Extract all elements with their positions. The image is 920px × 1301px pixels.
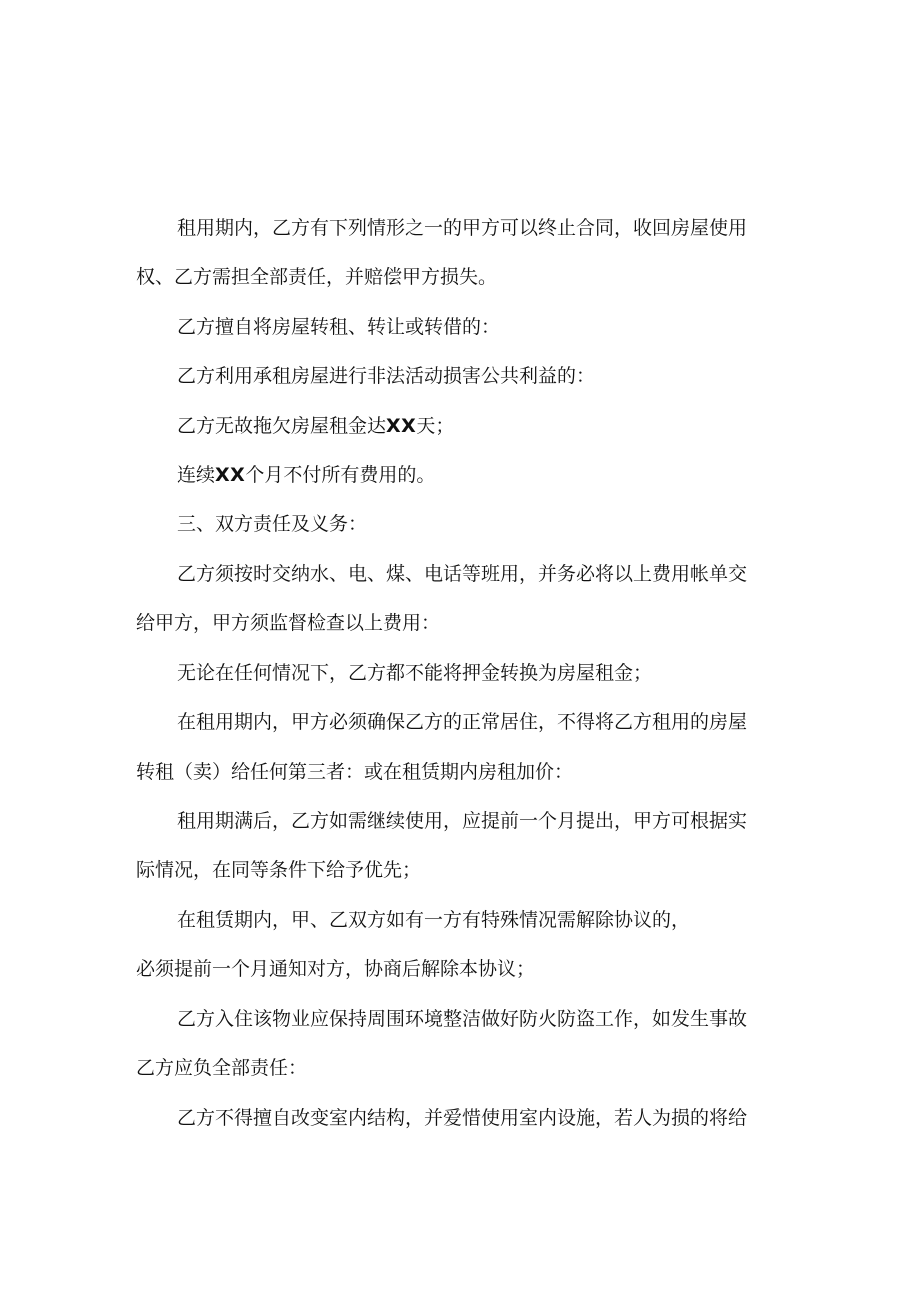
paragraph-line: 无论在任何情况下，乙方都不能将押金转换为房屋租金； xyxy=(177,662,653,684)
paragraph-line: 权、乙方需担全部责任，并赔偿甲方损失。 xyxy=(136,266,498,288)
placeholder-mark: XX xyxy=(386,415,417,437)
paragraph-line: 乙方擅自将房屋转租、转让或转借的： xyxy=(177,316,501,338)
paragraph-line: 乙方不得擅自改变室内结构，并爱惜使用室内设施，若人为损的将给 xyxy=(177,1107,748,1129)
text-run: 天； xyxy=(416,415,455,437)
paragraph-line: 给甲方，甲方须监督检查以上费用： xyxy=(136,612,441,634)
paragraph-line xyxy=(177,414,454,438)
paragraph-line: 在租赁期内，甲、乙双方如有一方有特殊情况需解除协议的， xyxy=(177,909,691,931)
paragraph-line: 租用期内，乙方有下列情形之一的甲方可以终止合同，收回房屋使用 xyxy=(177,217,748,239)
placeholder-mark: XX xyxy=(215,464,246,486)
paragraph-line: 转租（卖）给任何第三者：或在租赁期内房租加价： xyxy=(136,761,574,783)
paragraph-line: 乙方须按时交纳水、电、煤、电话等班用，并务必将以上费用帐单交 xyxy=(177,563,748,585)
paragraph-line: 乙方入住该物业应保持周围环境整洁做好防火防盗工作，如发生事故 xyxy=(177,1008,748,1030)
paragraph-line: 租用期满后，乙方如需继续使用，应提前一个月提出，甲方可根据实 xyxy=(177,810,748,832)
text-run: 乙方无故拖欠房屋租金达 xyxy=(177,415,387,437)
section-heading: 三、双方责任及义务： xyxy=(177,513,368,535)
paragraph-line: 际情况，在同等条件下给予优先； xyxy=(136,859,422,881)
paragraph-line: 乙方利用承租房屋进行非法活动损害公共利益的： xyxy=(177,365,596,387)
paragraph-line: 乙方应负全部责任： xyxy=(136,1057,308,1079)
paragraph-line: 必须提前一个月通知对方，协商后解除本协议； xyxy=(136,958,536,980)
paragraph-line: 在租用期内，甲方必须确保乙方的正常居住，不得将乙方租用的房屋 xyxy=(177,711,748,733)
text-run: 个月不付所有费用的。 xyxy=(245,464,436,486)
paragraph-line xyxy=(177,463,435,487)
text-run: 连续 xyxy=(177,464,216,486)
